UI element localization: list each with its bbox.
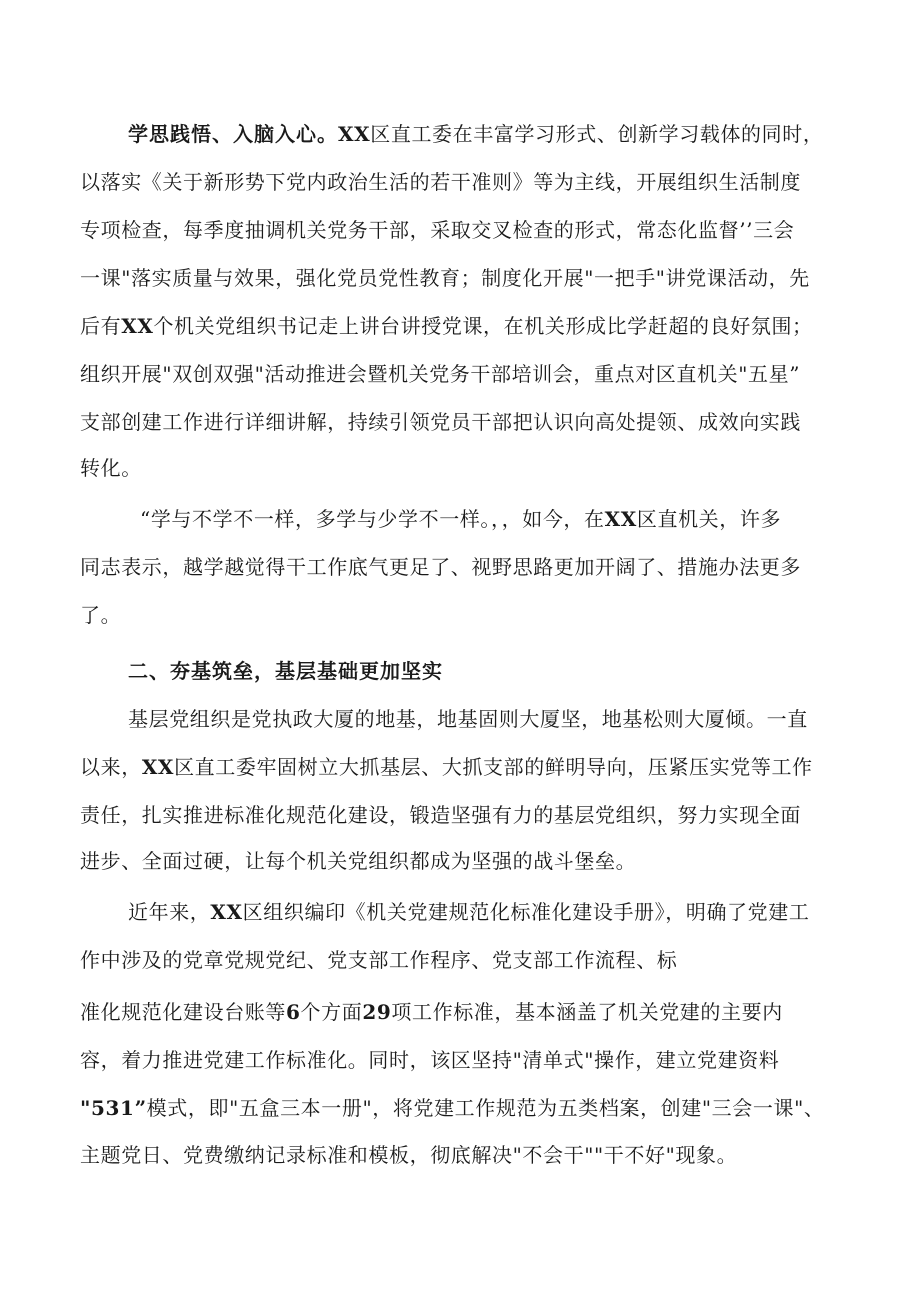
paragraph-4-line-2: 作中涉及的党章党规党纪、党支部工作程序、党支部工作流程、标 — [80, 948, 678, 972]
text-span: 区直机关，许多 — [636, 507, 782, 531]
paragraph-1-line-7: 支部创建工作进行详细讲解，持续引领党员干部把认识向高处提领、成效向实践 — [80, 410, 801, 434]
xx-placeholder: XX — [338, 122, 371, 146]
paragraph-1-line-6: 组织开展"双创双强"活动推进会暨机关党务干部培训会，重点对区直机关"五星” — [80, 362, 801, 386]
xx-placeholder: XX — [210, 900, 243, 924]
paragraph-3-line-3: 责任，扎实推进标准化规范化建设，锻造坚强有力的基层党组织，努力实现全面 — [80, 803, 801, 827]
paragraph-4-line-3 — [80, 998, 783, 1026]
text-span: 区直工委在丰富学习形式、创新学习载体的同时， — [370, 122, 824, 146]
paragraph-2-line-3: 了。 — [80, 603, 122, 627]
text-span: 模式，即"五盒三本一册"，将党建工作规范为五类档案，创建"三会一课"、 — [146, 1096, 825, 1120]
xx-placeholder: XX — [121, 314, 154, 338]
number-531: "531” — [80, 1096, 147, 1120]
text-span: 区组织编印《机关党建规范化标准化建设手册》，明确了党建工 — [242, 900, 810, 924]
text-span: “学与不学不一样，多学与少学不一样。，，如今，在 — [140, 507, 605, 531]
paragraph-3-line-4: 进步、全面过硬，让每个机关党组织都成为坚强的战斗堡垒。 — [80, 849, 637, 873]
xx-placeholder: XX — [141, 755, 175, 779]
paragraph-1-line-2: 以落实《关于新形势下党内政治生活的若干准则》等为主线，开展组织生活制度 — [80, 170, 801, 194]
paragraph-1-line-5 — [80, 312, 813, 340]
text-span: 近年来， — [128, 900, 211, 924]
paragraph-3-line-1: 基层党组织是党执政大厦的地基，地基固则大厦坚，地基松则大厦倾。一直 — [128, 707, 808, 731]
text-span: 项工作标准，基本涵盖了机关党建的主要内 — [391, 1000, 783, 1024]
paragraph-1-lead: 学思践悟、入脑入心。 — [128, 122, 338, 146]
number-6: 6 — [286, 1000, 301, 1024]
text-span: 个方面 — [300, 1000, 363, 1024]
paragraph-4-line-6: 主题党日、党费缴纳记录标准和模板，彻底解决"不会干""干不好"现象。 — [80, 1143, 738, 1167]
section-heading-2: 二、夯基筑垒，基层基础更加坚实 — [128, 659, 443, 683]
text-span: 后有 — [80, 314, 122, 338]
paragraph-1-line-4: 一课"落实质量与效果，强化党员党性教育；制度化开展"一把手"讲党课活动，先 — [80, 266, 810, 290]
number-29: 29 — [362, 1000, 392, 1024]
paragraph-4-line-5 — [80, 1094, 824, 1122]
text-span: 以来， — [80, 755, 142, 779]
text-span: 区直工委牢固树立大抓基层、大抓支部的鲜明导向，压紧压实党等工作 — [174, 755, 813, 779]
paragraph-1-line-3: 专项检查，每季度抽调机关党务干部，采取交叉检查的形式，常态化监督’’三会 — [80, 218, 795, 242]
text-span: 个机关党组织书记走上讲台讲授党课，在机关形成比学赶超的良好氛围； — [153, 314, 813, 338]
xx-placeholder: XX — [604, 507, 637, 531]
paragraph-3-line-2 — [80, 753, 813, 781]
paragraph-4-line-4: 容，着力推进党建工作标准化。同时，该区坚持"清单式"操作，建立党建资料 — [80, 1048, 780, 1072]
paragraph-1-line-1 — [128, 120, 823, 148]
paragraph-2-line-2: 同志表示，越学越觉得干工作底气更足了、视野思路更加开阔了、措施办法更多 — [80, 555, 801, 579]
text-span: 准化规范化建设台账等 — [80, 1000, 286, 1024]
paragraph-1-line-8: 转化。 — [80, 456, 142, 480]
paragraph-2-line-1 — [140, 505, 781, 533]
paragraph-4-line-1 — [128, 898, 809, 926]
